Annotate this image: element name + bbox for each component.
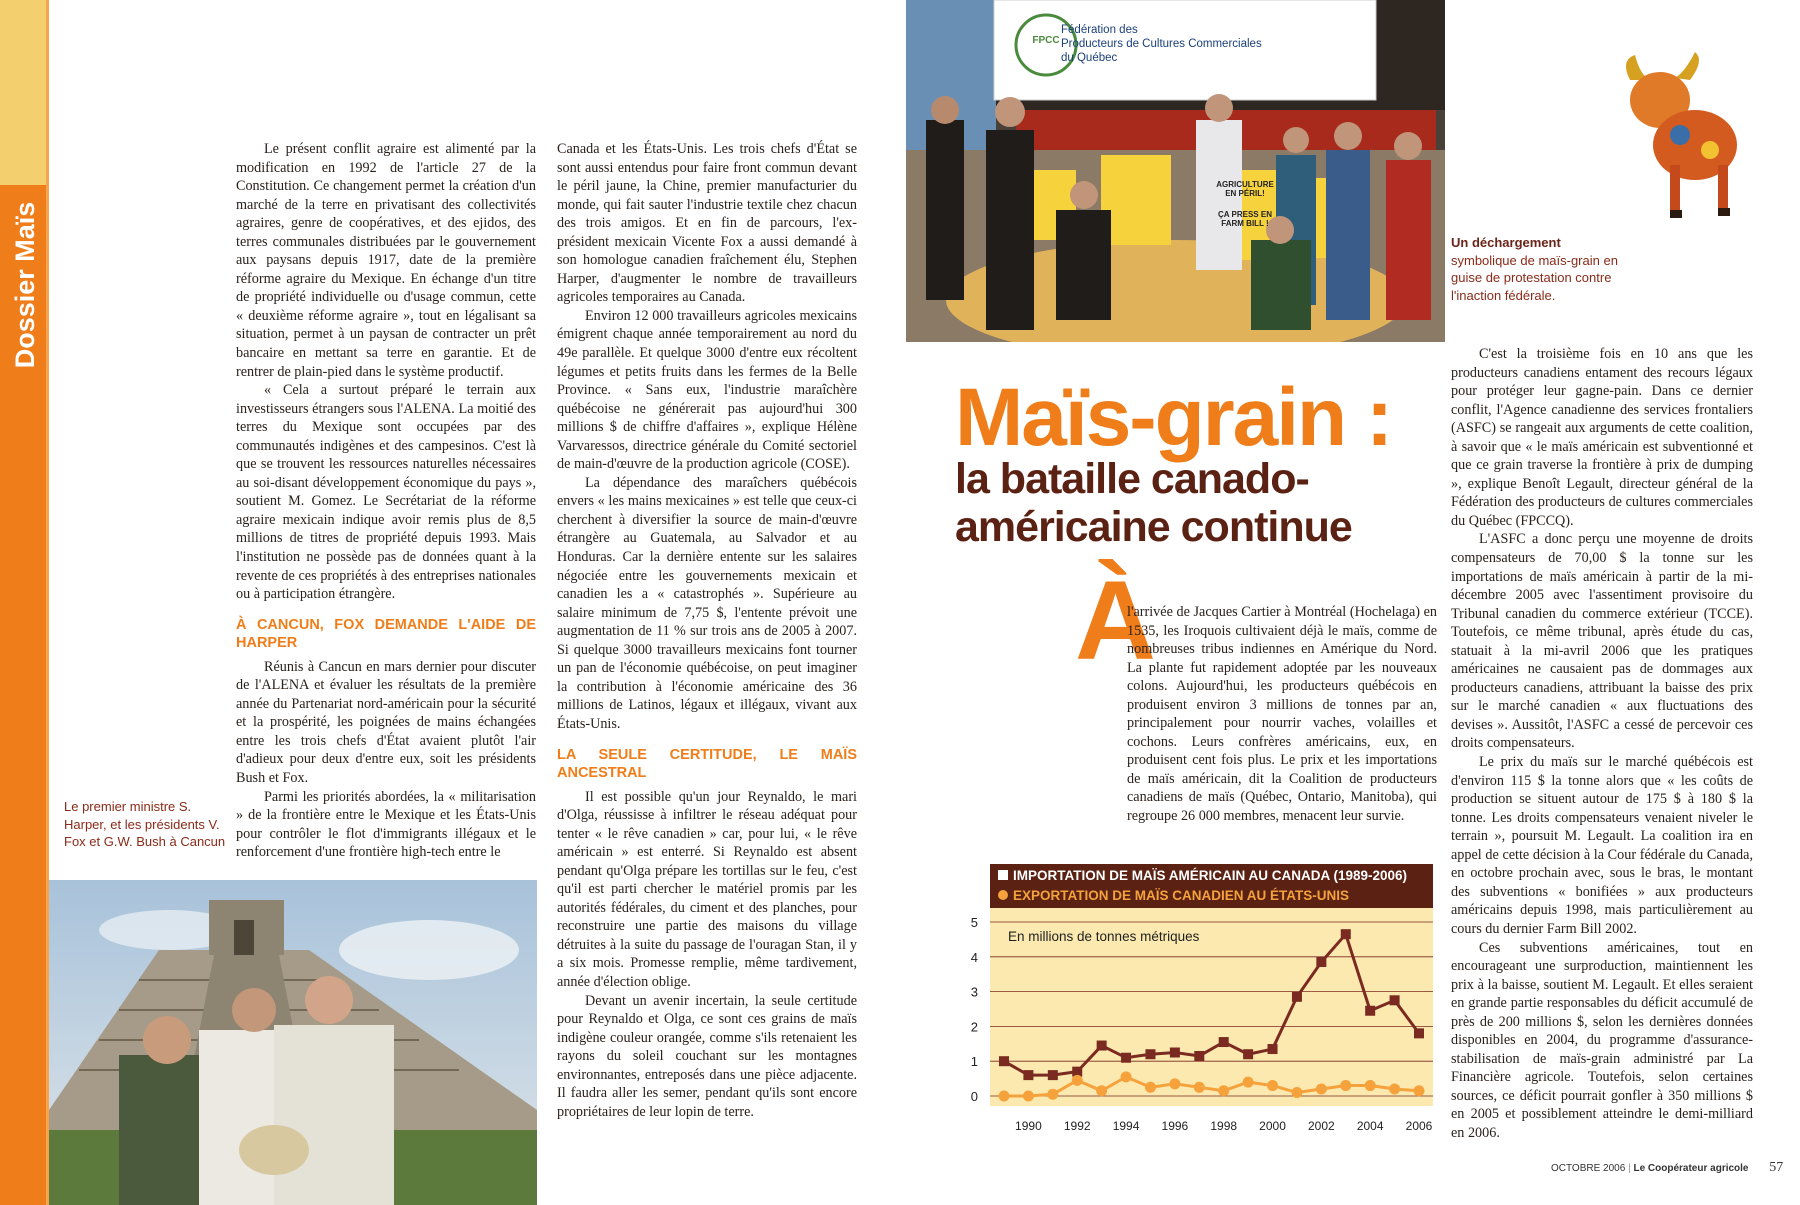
paragraph: Ces subventions américaines, tout en encourageant une surproduction, maintiennent les prix à la baisse, soutient M. Legault. Et elles seraient en grande partie responsables du déficit accumulé de près de 200 millions $, selon les dernières données disponibles en 2004, du programme d'assurance-stabilisation de maïs-grain administré par La Financière agricole. Toutefois, selon certaines sources, ce déficit pourrait gonfler à 350 millions $ en 2005 et possiblement atteindre le demi-milliard en 2006. [1451, 939, 1753, 1141]
paragraph: Devant un avenir incertain, la seule certitude pour Reynaldo et Olga, ce sont ces grains de maïs indigène couleur orangée, comme s'ils retenaient les rayons du soleil couchant sur les montagnes environnantes, entreposés dans une pièce adjacente. Il faudra aller les semer, pendant qu'ils sont encore propriétaires de leur lopin de terre. [557, 992, 857, 1120]
paragraph: La dépendance des maraîchers québécois envers « les mains mexicaines » est telle que ceux-ci cherchent à diversifier la source de main-d'œuvre étrangère au Guatemala, au Salvador et au Honduras. Car la dernière entente sur les salaires négociée entre les gouvernements mexicain et canadien les a « catastrophés ». Supérieure au salaire minimum de 7,75 $, l'entente prévoit une augmentation de 11 % sur trois ans de 2005 à 2007. Si quelque 3000 travailleurs mexicains font tourner un pan de l'économie québécoise, on peut imaginer la contribution à l'économie américaine des 36 millions de Latinos, légaux et illégaux, vivant aux États-Unis. [557, 474, 857, 732]
banner-text: Fédération des Producteurs de Cultures Commerciales du Québec [1061, 24, 1262, 64]
y-tick-label: 4 [970, 949, 978, 965]
x-tick-label: 1996 [1161, 1119, 1189, 1133]
protest-sign: AGRICULTURE EN PÉRIL! [1216, 180, 1274, 198]
export-data-point [1243, 1077, 1254, 1088]
x-tick-label: 1998 [1210, 1119, 1238, 1133]
subheading: LA SEULE CERTITUDE, LE MAÏS ANCESTRAL [557, 746, 857, 781]
import-data-point [1121, 1053, 1131, 1063]
legend-item-import: IMPORTATION DE MAÏS AMÉRICAIN AU CANADA (1989-2006) [998, 866, 1407, 886]
export-data-point [1316, 1084, 1327, 1095]
paragraph: Réunis à Cancun en mars dernier pour discuter de l'ALENA et évaluer les résultats de la première année du Partenariat nord-américain pour la sécurité et la prospérité, les poignées de mains échangées entre les trois chefs d'État avaient plutôt l'air d'adieux pour deux d'entre eux, soit les présidents Bush et Fox. [236, 658, 536, 786]
protest-photo [906, 0, 1445, 342]
import-data-point [1097, 1041, 1107, 1051]
import-data-point [1414, 1028, 1424, 1038]
export-data-point [1218, 1085, 1229, 1096]
paragraph: Le présent conflit agraire est alimenté par la modification en 1992 de l'article 27 de la Constitution. Ce changement permet la création d'un marché de la terre en privatisant des collectivités agraires, genre de coopératives, et des ejidos, des terres communales distribuées par le gouvernement aux paysans depuis 1917, date de la première réforme agraire du Mexique. En échange d'un titre de propriété individuelle ou d'usage commun, cette « deuxième réforme agraire », tout en légalisant sa situation, permet à un paysan de contracter un prêt bancaire en mettant sa terre en garantie. Et de rentrer de plain-pied dans le système productif. [236, 141, 536, 380]
export-data-point [1096, 1085, 1107, 1096]
x-tick-label: 1990 [1015, 1119, 1042, 1133]
legend-item-export: EXPORTATION DE MAÏS CANADIEN AU ÉTATS-UNIS [998, 886, 1349, 906]
column-1 [236, 140, 536, 862]
paragraph: Parmi les priorités abordées, la « militarisation » de la frontière entre le Mexique et les États-Unis pour contrôler le flot d'immigrants illégaux et le renforcement d'une frontière high-tech entre le [236, 788, 536, 861]
column-4 [1451, 345, 1753, 1143]
import-data-point [1390, 995, 1400, 1005]
x-tick-label: 2000 [1259, 1119, 1286, 1133]
export-data-point [1414, 1085, 1425, 1096]
x-tick-label: 2004 [1356, 1119, 1384, 1133]
import-data-point [1316, 957, 1326, 967]
paragraph: Le prix du maïs sur le marché québécois est d'environ 115 $ la tonne alors que « les coûts de production se situent autour de 175 $ à 180 $ la tonne. Les droits compensateurs venaient niveler le terrain », poursuit M. Legault. La coalition ira en appel de cette décision à la Cour fédérale du Canada, en octobre prochain avec, sous le bras, le montant des subventions « bonifiées » aux producteurs américains depuis 1998, mais particulièrement au cours du dernier Farm Bill 2002. [1451, 754, 1753, 937]
import-data-point [1048, 1070, 1058, 1080]
paragraph: « Cela a surtout préparé le terrain aux investisseurs étrangers sous l'ALENA. La moitié des terres du Mexique sont occupées par des communautés indigènes et des campesinos. C'est là que se trouvent les ressources naturelles nécessaires au soi-disant développement économique du pays », soutient M. Gomez. Le Secrétariat de la réforme agraire mexicain indique avoir remis plus de 8,5 millions de titres de propriété depuis 1993. Mais l'institution ne possède pas de données quant à la revente de ces propriétés à des entreprises nationales ou à participation étrangère. [236, 382, 536, 603]
export-data-point [1072, 1075, 1083, 1086]
import-export-chart [950, 908, 1433, 1153]
import-data-point [1023, 1070, 1033, 1080]
x-tick-label: 2002 [1308, 1119, 1335, 1133]
import-data-point [1341, 929, 1351, 939]
import-data-point [999, 1056, 1009, 1066]
line-chart [950, 908, 1433, 1153]
photo-caption: Un déchargement symbolique de maïs-grain en guise de protestation contre l'inaction fédérale. [1451, 235, 1618, 303]
import-data-point [1145, 1049, 1155, 1059]
export-data-point [1365, 1080, 1376, 1091]
import-data-point [1243, 1049, 1253, 1059]
article-title: Maïs-grain : [955, 372, 1392, 463]
paragraph: Il est possible qu'un jour Reynaldo, le mari d'Olga, réussisse à infiltrer le réseau adéquat pour tenter « le rêve canadien » car, pour lui, « le rêve américain » est enterré. Si Reynaldo est absent pendant qu'Olga prépare les tortillas sur le feu, c'est qu'il est parti chercher le matériel promis par les autorités fédérales, du ciment et des planches, pour reconstruire une partie des maisons du village détruites à la suite du passage de l'ouragan Stan, il y a six mois. Promesse remplie, même tardivement, année d'élection oblige. [557, 788, 857, 990]
photo-caption: Le premier ministre S. Harper, et les présidents V. Fox et G.W. Bush à Cancun [64, 799, 226, 849]
y-tick-label: 1 [970, 1054, 978, 1070]
cow-sculpture-image [1610, 40, 1745, 230]
protest-sign: ÇA PRESS EN FARM BILL ! [1218, 210, 1272, 228]
export-data-point [1145, 1082, 1156, 1093]
fpcc-logo: FPCC [1032, 35, 1060, 46]
import-data-point [1194, 1051, 1204, 1061]
import-data-point [1292, 992, 1302, 1002]
y-tick-label: 5 [970, 915, 978, 930]
export-data-point [1121, 1071, 1132, 1082]
x-tick-label: 2006 [1405, 1119, 1433, 1133]
export-data-point [1340, 1080, 1351, 1091]
import-data-point [1170, 1048, 1180, 1058]
y-tick-label: 2 [970, 1019, 978, 1035]
import-data-point [1219, 1037, 1229, 1047]
y-tick-label: 3 [970, 984, 978, 1000]
subheading: À CANCUN, FOX DEMANDE L'AIDE DE HARPER [236, 616, 536, 651]
page-number: 57 [1769, 1160, 1784, 1175]
export-data-point [1047, 1089, 1058, 1100]
sidebar-band-top [0, 0, 46, 185]
export-data-point [1389, 1084, 1400, 1095]
paragraph: Environ 12 000 travailleurs agricoles mexicains émigrent chaque année temporairement au nord du 49e parallèle. Et quelque 3000 d'entre eux récoltent légumes et petits fruits dans les fermes de la Belle Province. « Sans eux, l'industrie maraîchère québécoise ne générerait pas aujourd'hui 300 millions $ de chiffre d'affaires », explique Hélène Varvaressos, directrice générale du Comité sectoriel de main-d'œuvre de la production agricole (COSE). [557, 307, 857, 473]
issue-date: OCTOBRE 2006 [1551, 1163, 1626, 1174]
export-data-point [1194, 1082, 1205, 1093]
paragraph: Canada et les États-Unis. Les trois chefs d'État se sont aussi entendus pour faire front commun devant le péril jaune, la Chine, premier manufacturier du monde, qui fait sauter l'industrie textile chez chacun des trois amigos. Et en fin de parcours, l'ex-président mexicain Vicente Fox a aussi demandé à son homologue canadien fraîchement élu, Stephen Harper, d'augmenter le nombre de travailleurs agricoles temporaires au Canada. [557, 141, 857, 306]
page-footer: OCTOBRE 2006 | Le Coopérateur agricole 57 [1551, 1160, 1784, 1175]
drop-cap: À [1075, 558, 1156, 683]
y-tick-label: 0 [970, 1089, 978, 1104]
chart-legend-header [990, 864, 1433, 908]
paragraph: C'est la troisième fois en 10 ans que les producteurs canadiens entament des recours légaux pour protéger leur gagne-pain. Dans ce dernier conflit, l'Agence canadienne des services frontaliers (ASFC) se rangeait aux arguments de cette coalition, à savoir que « le maïs américain est subventionné et que ce grain traverse la frontière à prix de dumping », explique Benoît Legault, directeur général de la Fédération des producteurs de cultures commerciales du Québec (FPCCQ). [1451, 346, 1753, 529]
article-subtitle: la bataille canado- américaine continue [955, 455, 1352, 551]
paragraph: L'ASFC a donc perçu une moyenne de droits compensateurs de 70,00 $ la tonne sur les importations de maïs américain à partir de la mi-décembre 2005 avec l'assentiment provisoire du Tribunal canadien du commerce extérieur (TCCE). Toutefois, ce même tribunal, après étude du cas, statuait à la mi-avril 2006 que les pratiques américaines ne causaient pas de dommages aux producteurs canadiens, attribuant la baisse des prix sur le marché canadien « aux fluctuations des devises ». Aussitôt, l'ASFC a cessé de percevoir ces droits compensateurs. [1451, 531, 1753, 752]
column-2 [557, 140, 857, 1121]
export-data-point [1267, 1080, 1278, 1091]
export-data-point [1169, 1078, 1180, 1089]
import-data-point [1268, 1044, 1278, 1054]
export-data-point [1023, 1091, 1034, 1102]
x-tick-label: 1992 [1063, 1119, 1091, 1133]
chart-annotation: En millions de tonnes métriques [1008, 929, 1200, 944]
import-data-point [1365, 1006, 1375, 1016]
x-tick-label: 1994 [1112, 1119, 1140, 1133]
magazine-name: Le Coopérateur agricole [1633, 1163, 1749, 1174]
article-lead: l'arrivée de Jacques Cartier à Montréal (Hochelaga) en 1535, les Iroquois cultivaient déjà le maïs, comme de nombreuses tribus indiennes en Amérique du Nord. La plante fut rapidement adoptée par les nouveaux colons. Aujourd'hui, les producteurs québécois en produisent environ 3 millions de tonnes par an, principalement pour nourrir vaches, volailles et cochons. Leurs confrères américains, eux, en produisent cent fois plus. Le prix et les importations de maïs américain, dit la Coalition de producteurs canadiens de maïs (Québec, Ontario, Manitoba), qui regroupe 26 000 membres, menacent leur survie. [1127, 604, 1437, 825]
cancun-photo [49, 880, 537, 1205]
export-data-point [1291, 1087, 1302, 1098]
export-data-point [999, 1091, 1010, 1102]
section-title: Dossier Maïs [10, 201, 40, 369]
